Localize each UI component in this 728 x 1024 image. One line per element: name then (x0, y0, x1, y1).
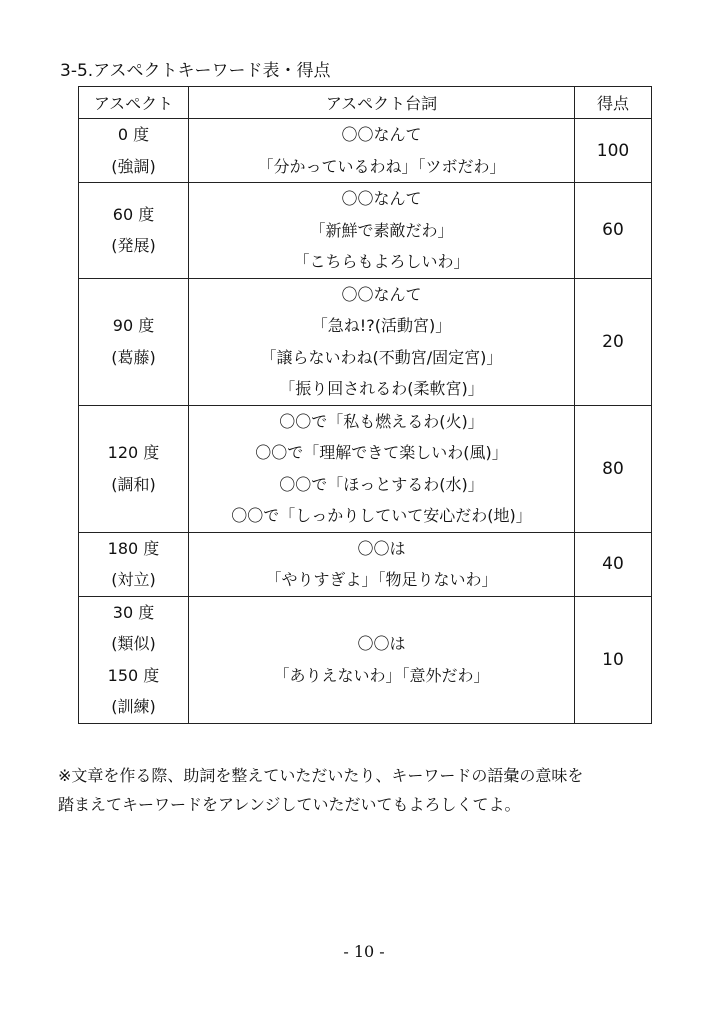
line-text: 〇〇で「しっかりしていて安心だわ(地)」 (231, 506, 532, 525)
aspect-name: (葛藤) (111, 347, 156, 367)
line-text: 「振り回されるわ(柔軟宮)」 (279, 379, 484, 398)
table-row (79, 532, 652, 596)
line-text: 「新鮮で素敵だわ」 (309, 220, 454, 240)
line-text: 〇〇で「理解できて楽しいわ(風)」 (255, 443, 508, 462)
table-row (79, 183, 652, 279)
score-cell: 10 (575, 596, 652, 723)
aspect-name: (訓練) (111, 697, 156, 716)
lines-cell (189, 596, 575, 723)
line-text: 「譲らないわね(不動宮/固定宮)」 (260, 347, 503, 367)
line-text: 〇〇なんて (341, 189, 422, 208)
aspect-name: (類似) (111, 634, 156, 653)
aspect-degree: 120 度 (107, 443, 160, 462)
header-lines: アスペクト台詞 (189, 87, 575, 119)
aspect-degree: 150 度 (107, 665, 160, 685)
line-text: 〇〇は (357, 538, 406, 558)
lines-cell (189, 405, 575, 532)
score-cell: 40 (575, 532, 652, 596)
section-title: 3-5.アスペクトキーワード表・得点 (60, 61, 331, 81)
line-text: 〇〇なんて (341, 284, 422, 304)
table-header-row (79, 87, 652, 119)
lines-cell (189, 532, 575, 596)
aspect-cell (79, 119, 189, 183)
line-text: 「やりすぎよ」「物足りないわ」 (265, 570, 498, 589)
line-text: 〇〇で「私も燃えるわ(火)」 (279, 411, 484, 431)
aspect-name: (対立) (111, 570, 156, 589)
line-text: 〇〇で「ほっとするわ(水)」 (279, 474, 484, 494)
lines-cell (189, 119, 575, 183)
line-text: 〇〇なんて (341, 125, 422, 144)
score-cell: 60 (575, 183, 652, 279)
aspect-degree: 0 度 (117, 125, 150, 144)
aspect-cell (79, 532, 189, 596)
header-aspect: アスペクト (79, 87, 189, 119)
aspect-name: (強調) (111, 156, 156, 176)
aspect-cell (79, 278, 189, 405)
line-text: 「急ね!?(活動宮)」 (311, 316, 452, 335)
aspect-cell (79, 596, 189, 723)
line-text: 「ありえないわ」「意外だわ」 (273, 665, 490, 685)
header-score: 得点 (575, 87, 652, 119)
aspect-degree: 180 度 (107, 538, 160, 558)
aspect-name: (発展) (111, 236, 156, 256)
page-number: - 10 - (343, 942, 385, 961)
table-row (79, 119, 652, 183)
lines-cell (189, 183, 575, 279)
lines-cell (189, 278, 575, 405)
table-row (79, 278, 652, 405)
line-text: 〇〇は (357, 634, 406, 653)
footnote-line: ※文章を作る際、助詞を整えていただいたり、キーワードの語彙の意味を (58, 766, 584, 785)
aspect-degree: 90 度 (112, 316, 155, 335)
footnote-line: 踏まえてキーワードをアレンジしていただいてもよろしくてよ。 (58, 795, 521, 814)
line-text: 「分かっているわね」「ツボだわ」 (257, 156, 506, 176)
score-cell: 20 (575, 278, 652, 405)
aspect-degree: 60 度 (112, 204, 155, 224)
aspect-cell (79, 183, 189, 279)
line-text: 「こちらもよろしいわ」 (293, 252, 470, 271)
aspect-name: (調和) (111, 474, 156, 494)
footnote (58, 761, 688, 819)
aspect-degree: 30 度 (112, 602, 155, 622)
score-cell: 80 (575, 405, 652, 532)
aspect-cell (79, 405, 189, 532)
aspect-keyword-table (78, 86, 652, 724)
table-row (79, 596, 652, 723)
score-cell: 100 (575, 119, 652, 183)
table-row (79, 405, 652, 532)
